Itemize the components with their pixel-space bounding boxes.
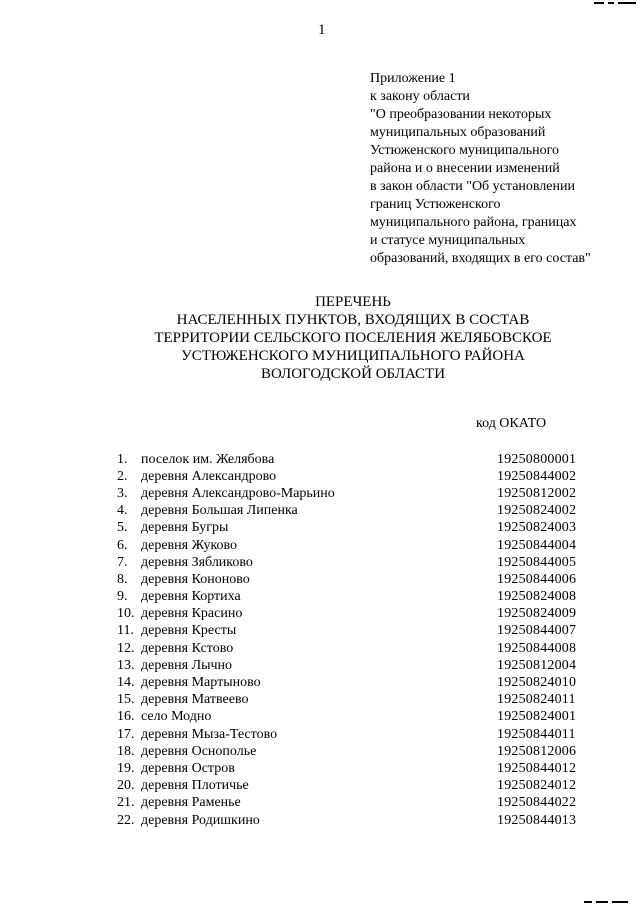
item-number: 13. xyxy=(117,657,135,673)
settlement-name: деревня Бугры xyxy=(141,520,229,536)
okato-code: 19250824010 xyxy=(497,675,577,691)
list-item xyxy=(117,451,577,468)
settlement-name: село Модно xyxy=(141,709,212,725)
item-number: 7. xyxy=(117,554,128,570)
appendix-line: муниципальных образований xyxy=(370,125,546,140)
list-item xyxy=(117,554,577,571)
appendix-line: к закону области xyxy=(370,89,470,104)
settlement-name: деревня Кононово xyxy=(141,571,250,587)
settlement-name: деревня Оснополье xyxy=(141,743,257,759)
list-item xyxy=(117,674,577,691)
settlement-name: деревня Остров xyxy=(141,760,235,776)
list-item xyxy=(117,657,577,674)
appendix-line: в закон области "Об установлении xyxy=(370,179,575,194)
item-number: 15. xyxy=(117,692,135,708)
settlement-name: деревня Кресты xyxy=(141,623,237,639)
list-item xyxy=(117,537,577,554)
list-item xyxy=(117,692,577,709)
item-number: 4. xyxy=(117,503,128,519)
appendix-line: Приложение 1 xyxy=(370,71,456,86)
okato-code: 19250800001 xyxy=(497,451,577,467)
okato-code: 19250812004 xyxy=(497,657,577,673)
document-heading xyxy=(0,293,640,383)
okato-code: 19250824008 xyxy=(497,589,577,605)
settlement-name: деревня Мартыново xyxy=(141,675,261,691)
appendix-line: района и о внесении изменений xyxy=(370,161,560,176)
heading-line: ВОЛОГОДСКОЙ ОБЛАСТИ xyxy=(260,366,446,382)
item-number: 6. xyxy=(117,537,128,553)
settlement-name: деревня Жуково xyxy=(141,537,238,553)
settlement-name: деревня Раменье xyxy=(141,795,241,811)
okato-code: 19250844011 xyxy=(497,726,576,742)
item-number: 19. xyxy=(117,760,135,776)
item-number: 17. xyxy=(117,726,135,742)
list-item xyxy=(117,468,577,485)
okato-code: 19250844002 xyxy=(497,468,577,484)
okato-code: 19250824012 xyxy=(497,778,577,794)
okato-code: 19250824011 xyxy=(497,692,576,708)
settlement-name: деревня Мыза-Тестово xyxy=(141,726,278,742)
okato-code: 19250812006 xyxy=(497,743,577,759)
item-number: 18. xyxy=(117,743,135,759)
item-number: 21. xyxy=(117,795,135,811)
settlement-name: деревня Александрово xyxy=(141,468,277,484)
item-number: 10. xyxy=(117,606,135,622)
heading-line: УСТЮЖЕНСКОГО МУНИЦИПАЛЬНОГО РАЙОНА xyxy=(181,348,525,364)
settlement-name: деревня Матвеево xyxy=(141,692,249,708)
okato-code: 19250824003 xyxy=(497,520,577,536)
appendix-line: и статусе муниципальных xyxy=(370,233,526,248)
list-item xyxy=(117,503,577,520)
item-number: 9. xyxy=(117,589,128,605)
item-number: 22. xyxy=(117,812,135,828)
list-item xyxy=(117,589,577,606)
item-number: 8. xyxy=(117,571,128,587)
item-number: 20. xyxy=(117,778,135,794)
list-item xyxy=(117,760,577,777)
settlement-name: деревня Кортиха xyxy=(141,589,241,605)
settlement-name: поселок им. Желябова xyxy=(141,451,275,467)
scan-corner-mark-bottom xyxy=(582,895,632,905)
list-item xyxy=(117,726,577,743)
item-number: 12. xyxy=(117,640,135,656)
okato-code: 19250844008 xyxy=(497,640,577,656)
okato-code: 19250844007 xyxy=(497,623,577,639)
okato-code: 19250824002 xyxy=(497,503,577,519)
okato-code: 19250812002 xyxy=(497,485,577,501)
item-number: 5. xyxy=(117,520,128,536)
list-item xyxy=(117,778,577,795)
okato-code: 19250844005 xyxy=(497,554,577,570)
appendix-line: Устюженского муниципального xyxy=(370,143,559,158)
okato-code: 19250844012 xyxy=(497,760,577,776)
settlement-name: деревня Лычно xyxy=(141,657,233,673)
settlements-list xyxy=(117,451,577,829)
appendix-note xyxy=(370,70,630,268)
list-item xyxy=(117,795,577,812)
okato-code: 19250844006 xyxy=(497,571,577,587)
okato-code: 19250824009 xyxy=(497,606,577,622)
item-number: 1. xyxy=(117,451,128,467)
page-number: 1 xyxy=(318,22,326,38)
heading-line: ПЕРЕЧЕНЬ xyxy=(315,294,391,310)
settlement-name: деревня Александрово-Марьино xyxy=(141,485,335,501)
list-item xyxy=(117,520,577,537)
okato-column-header: код ОКАТО xyxy=(476,416,547,431)
okato-code: 19250824001 xyxy=(497,709,577,725)
list-item xyxy=(117,606,577,623)
settlement-name: деревня Плотичье xyxy=(141,778,249,794)
settlement-name: деревня Кстово xyxy=(141,640,234,656)
appendix-line: "О преобразовании некоторых xyxy=(370,107,552,122)
settlement-name: деревня Зябликово xyxy=(141,554,253,570)
item-number: 14. xyxy=(117,675,135,691)
settlement-name: деревня Большая Липенка xyxy=(141,503,298,519)
list-item xyxy=(117,571,577,588)
list-item xyxy=(117,485,577,502)
item-number: 2. xyxy=(117,468,128,484)
appendix-line: границ Устюженского xyxy=(370,197,501,212)
okato-code: 19250844013 xyxy=(497,812,577,828)
scan-corner-mark-top xyxy=(590,0,640,6)
settlement-name: деревня Родишкино xyxy=(141,812,260,828)
list-item xyxy=(117,743,577,760)
settlement-name: деревня Красино xyxy=(141,606,243,622)
heading-line: НАСЕЛЕННЫХ ПУНКТОВ, ВХОДЯЩИХ В СОСТАВ xyxy=(176,312,530,328)
appendix-line: муниципального района, границах xyxy=(370,215,577,230)
list-item xyxy=(117,640,577,657)
heading-line: ТЕРРИТОРИИ СЕЛЬСКОГО ПОСЕЛЕНИЯ ЖЕЛЯБОВСКОЕ xyxy=(154,330,552,346)
item-number: 3. xyxy=(117,485,128,501)
item-number: 16. xyxy=(117,709,135,725)
item-number: 11. xyxy=(117,623,134,639)
appendix-line: образований, входящих в его состав" xyxy=(370,251,591,266)
list-item xyxy=(117,623,577,640)
okato-code: 19250844022 xyxy=(497,795,577,811)
list-item xyxy=(117,812,577,829)
list-item xyxy=(117,709,577,726)
okato-code: 19250844004 xyxy=(497,537,577,553)
